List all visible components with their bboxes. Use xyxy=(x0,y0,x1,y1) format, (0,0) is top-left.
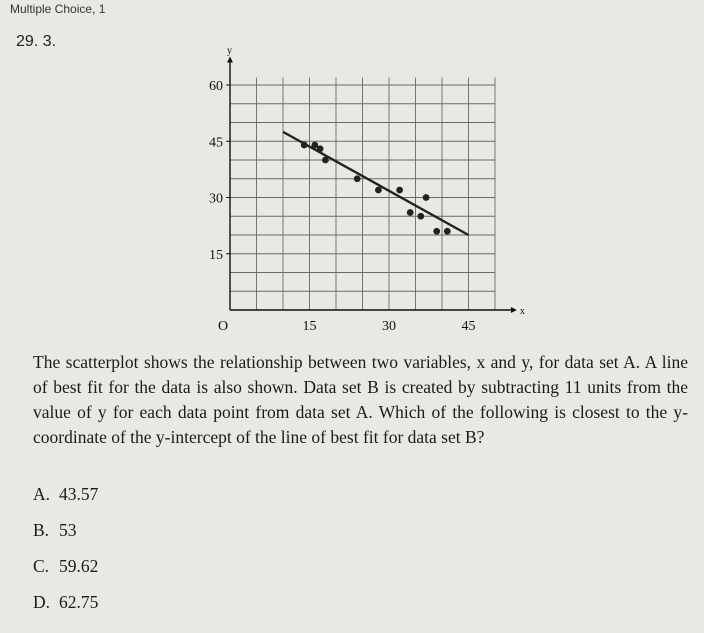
data-point xyxy=(301,142,308,149)
data-point xyxy=(444,228,451,235)
data-point xyxy=(322,157,329,164)
x-tick-label: 30 xyxy=(382,319,396,334)
y-axis-label: y xyxy=(227,45,232,57)
choice-text: 59.62 xyxy=(59,556,99,576)
choice-a[interactable] xyxy=(33,480,98,516)
x-axis-label: x xyxy=(519,306,525,317)
y-tick-label: 60 xyxy=(209,79,223,94)
choice-text: 62.75 xyxy=(59,592,99,612)
question-number: 29. 3. xyxy=(16,33,57,50)
y-tick-label: 45 xyxy=(209,135,223,151)
y-tick-label: 30 xyxy=(209,191,223,207)
best-fit-line xyxy=(283,132,469,235)
y-tick-label: 15 xyxy=(209,247,223,263)
y-axis-arrow xyxy=(227,57,233,63)
data-point xyxy=(396,187,403,194)
choice-c[interactable] xyxy=(33,552,98,588)
data-point xyxy=(354,175,361,182)
choice-letter: B. xyxy=(33,520,50,540)
page-header: Multiple Choice, 1 xyxy=(10,2,106,16)
origin-label: O xyxy=(218,319,229,334)
scatterplot xyxy=(195,45,525,348)
x-tick-label: 15 xyxy=(302,319,317,334)
choice-text: 53 xyxy=(59,520,77,540)
data-point xyxy=(433,228,440,235)
x-tick-label: 45 xyxy=(461,319,476,334)
choice-letter: D. xyxy=(33,592,51,612)
answer-choices xyxy=(33,480,98,624)
choice-letter: A. xyxy=(33,484,51,504)
x-axis-arrow xyxy=(511,307,517,313)
choice-d[interactable] xyxy=(33,588,98,624)
data-point xyxy=(417,213,424,220)
choice-text: 43.57 xyxy=(59,484,99,504)
question-text: The scatterplot shows the relationship between two variables, x and y, for data set A. A line of best fit for the data is also shown. Data set B is created by subtracting 11 units from the value of y for each data point from data set A. Which of the following is closest to the y-coordinate of the y-intercept of the line of best fit for data set B? xyxy=(33,352,688,447)
data-point xyxy=(375,187,382,194)
data-point xyxy=(317,145,324,152)
choice-b[interactable] xyxy=(33,516,98,552)
data-point xyxy=(423,194,430,201)
choice-letter: C. xyxy=(33,556,50,576)
data-point xyxy=(407,209,414,216)
